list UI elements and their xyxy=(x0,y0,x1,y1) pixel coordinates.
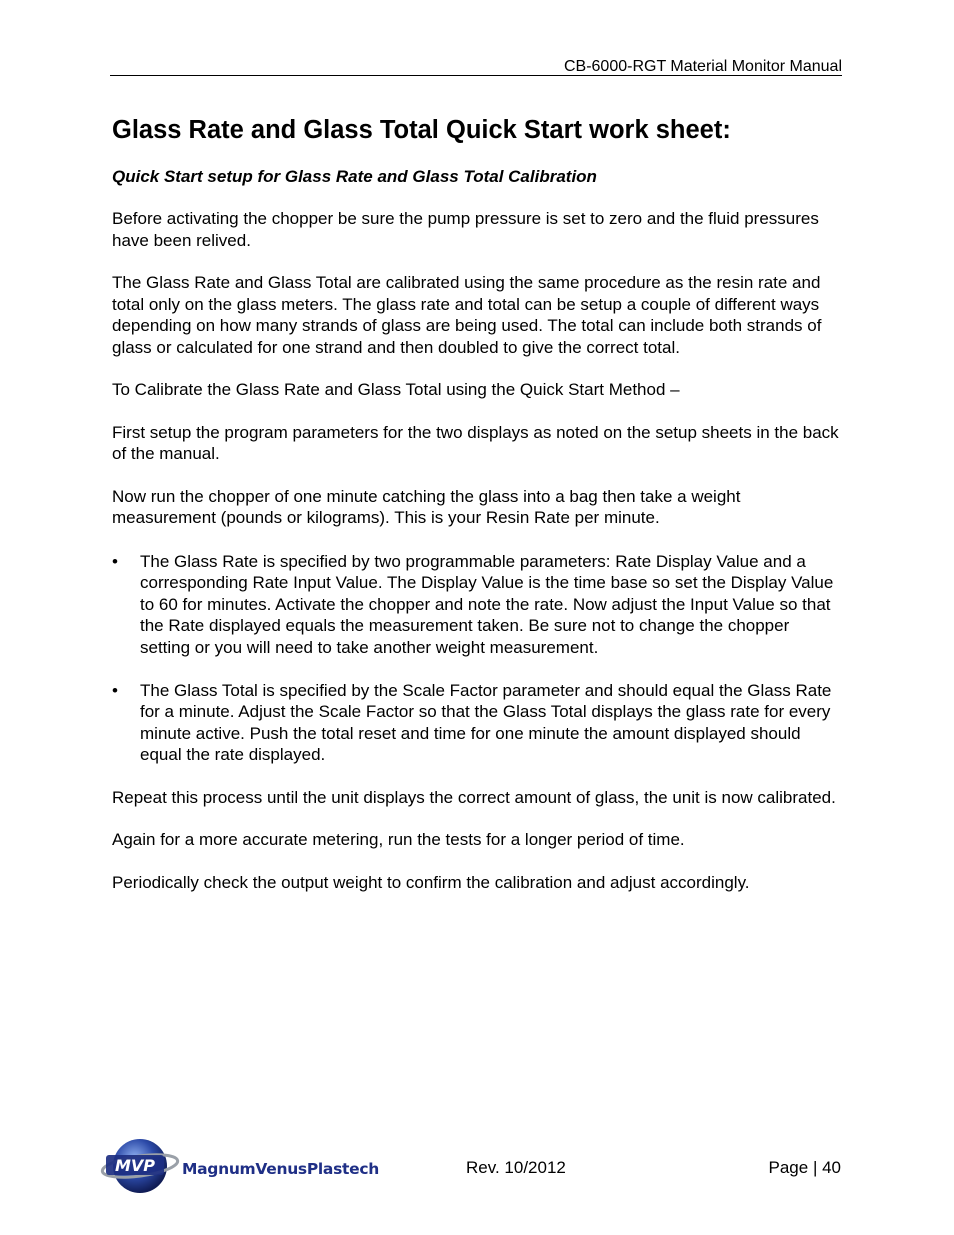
paragraph-periodic-check: Periodically check the output weight to confirm the calibration and adjust accordingly. xyxy=(112,872,750,892)
paragraph-repeat-process: Repeat this process until the unit displays the correct amount of glass, the unit is now calibrated. xyxy=(112,787,836,807)
bullet-text-glass-rate: The Glass Rate is specified by two programmable parameters: Rate Display Value and a corresponding Rate Input Value. The Display Value is the time base so set the Display Value to 60 for minutes. Activate the chopper and note the rate. Now adjust the Input Value so that the Rate displayed equals the measurement taken. Be sure not to change the chopper setting or you will need to take another weight measurement. xyxy=(140,551,834,657)
paragraph-run-chopper: Now run the chopper of one minute catching the glass into a bag then take a weight measurement (pounds or kilograms). This is your Resin Rate per minute. xyxy=(112,486,741,527)
paragraph-before-chopper: Before activating the chopper be sure the pump pressure is set to zero and the fluid pressures have been relived. xyxy=(112,209,819,250)
section-subtitle: Quick Start setup for Glass Rate and Glass Total Calibration xyxy=(112,167,597,186)
bullet-text-glass-total: The Glass Total is specified by the Scale Factor parameter and should equal the Glass Rate for a minute. Adjust the Scale Factor so that the Glass Total displays the glass rate for every minute active. Push the total reset and time for one minute the amount displayed should equal the rate displayed. xyxy=(140,680,832,764)
bullet-icon: • xyxy=(112,551,118,571)
revision-date: Rev. 10/2012 xyxy=(466,1158,566,1177)
paragraph-calibrate-intro: To Calibrate the Glass Rate and Glass Total using the Quick Start Method – xyxy=(112,380,680,399)
running-header-title: CB-6000-RGT Material Monitor Manual xyxy=(563,58,842,75)
logo-badge-text: MVP xyxy=(114,1156,156,1175)
page-title: Glass Rate and Glass Total Quick Start work sheet: xyxy=(112,116,731,144)
page-content xyxy=(112,112,842,893)
logo-company-name: MagnumVenusPlastech xyxy=(182,1160,379,1178)
paragraph-accurate-metering: Again for a more accurate metering, run the tests for a longer period of time. xyxy=(112,830,685,849)
bullet-list xyxy=(112,551,842,766)
page-footer xyxy=(0,1130,954,1200)
paragraph-setup-parameters: First setup the program parameters for the two displays as noted on the setup sheets in the back of the manual. xyxy=(112,422,839,463)
mvp-globe-icon xyxy=(100,1134,190,1196)
page-number: Page | 40 xyxy=(768,1158,841,1177)
paragraph-calibration-overview: The Glass Rate and Glass Total are calibrated using the same procedure as the resin rate and total only on the glass meters. The glass rate and total can be setup a couple of different ways depending on how many strands of glass are being used. The total can include both strands of glass or calculated for one strand and then doubled to give the correct total. xyxy=(112,273,822,357)
company-logo xyxy=(100,1134,390,1194)
header-rule xyxy=(110,75,842,76)
list-item xyxy=(112,551,842,659)
bullet-icon: • xyxy=(112,680,118,700)
list-item xyxy=(112,680,842,766)
